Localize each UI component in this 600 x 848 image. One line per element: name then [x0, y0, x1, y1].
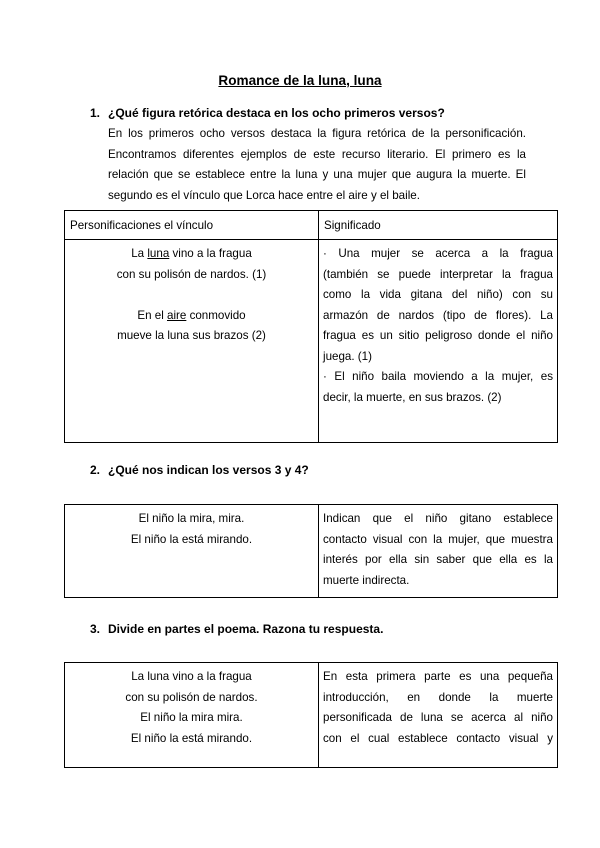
question-2-text: ¿Qué nos indican los versos 3 y 4? — [108, 463, 309, 477]
question-1-number: 1. — [90, 106, 101, 120]
meaning-line: · Una mujer se acerca a la fragua — [323, 247, 553, 260]
meaning-line: interés por ella sin saber que ella es la — [323, 553, 553, 566]
personification-table — [64, 210, 558, 443]
meaning-line: fragua es un sitio peligroso donde el niño — [323, 329, 553, 342]
document-title: Romance de la luna, luna — [218, 73, 382, 88]
underlined-word-aire: aire — [167, 308, 187, 322]
verse-line: La luna vino a la fragua — [131, 247, 252, 260]
question-3 — [90, 622, 383, 636]
question-2-number: 2. — [90, 463, 101, 477]
meaning-line: introducción, en donde la muerte — [323, 690, 553, 704]
meaning-line: como la vida gitana del niño) con su — [323, 288, 553, 301]
poem-parts-table — [64, 662, 558, 768]
answer-line: Encontramos diferentes ejemplos de este recurso literario. El primero es la — [108, 147, 526, 161]
meaning-line: En esta primera parte es una pequeña — [323, 670, 553, 683]
meaning-line: con el cual establece contacto visual y — [323, 731, 553, 745]
verse-line: con su polisón de nardos. (1) — [116, 267, 267, 281]
verses-cell — [65, 663, 319, 768]
meaning-line: juega. (1) — [323, 349, 372, 363]
meaning-cell — [319, 663, 558, 768]
answer-line: segundo es el vínculo que Lorca hace entre el aire y el baile. — [108, 188, 420, 202]
meaning-cell — [319, 505, 558, 598]
meaning-cell — [319, 240, 558, 443]
question-1-text: ¿Qué figura retórica destaca en los ocho primeros versos? — [108, 106, 445, 120]
verse-line: El niño la mira mira. — [140, 711, 243, 724]
verses-3-4-table — [64, 504, 558, 598]
verses-cell — [65, 505, 319, 598]
verse-line: La luna vino a la fragua — [131, 670, 252, 683]
verse-line: con su polisón de nardos. — [125, 690, 258, 704]
meaning-line: Indican que el niño gitano establece — [323, 512, 553, 525]
meaning-line: · El niño baila moviendo a la mujer, es — [323, 370, 553, 383]
verses-cell — [65, 240, 319, 443]
meaning-line: contacto visual con la mujer, que muestra — [323, 532, 553, 546]
meaning-line: decir, la muerte, en sus brazos. (2) — [323, 390, 502, 404]
col-header-significado: Significado — [319, 211, 558, 240]
meaning-line: muerte indirecta. — [323, 573, 410, 587]
underlined-word-luna: luna — [147, 247, 170, 260]
verse-line: El niño la está mirando. — [130, 532, 253, 546]
answer-line: relación que se establece entre la luna y una mujer que augura la muerte. El — [108, 168, 526, 181]
meaning-line: armazón de nardos (tipo de flores). La — [323, 308, 553, 322]
col-header-personificaciones: Personificaciones el vínculo — [65, 211, 319, 240]
question-1 — [90, 106, 445, 120]
meaning-line: personificada de luna se acerca al niño — [323, 711, 553, 724]
verse-line: El niño la mira, mira. — [138, 512, 245, 525]
question-2 — [90, 463, 309, 477]
question-3-text: Divide en partes el poema. Razona tu respuesta. — [108, 622, 384, 636]
meaning-line: (también se puede interpretar la fragua — [323, 267, 553, 281]
verse-line: mueve la luna sus brazos (2) — [117, 329, 266, 342]
verse-line: En el aire conmovido — [137, 308, 246, 322]
question-1-answer — [108, 124, 526, 206]
question-3-number: 3. — [90, 622, 101, 636]
answer-line: En los primeros ocho versos destaca la figura retórica de la personificación. — [108, 127, 526, 140]
verse-line: El niño la está mirando. — [130, 731, 253, 745]
